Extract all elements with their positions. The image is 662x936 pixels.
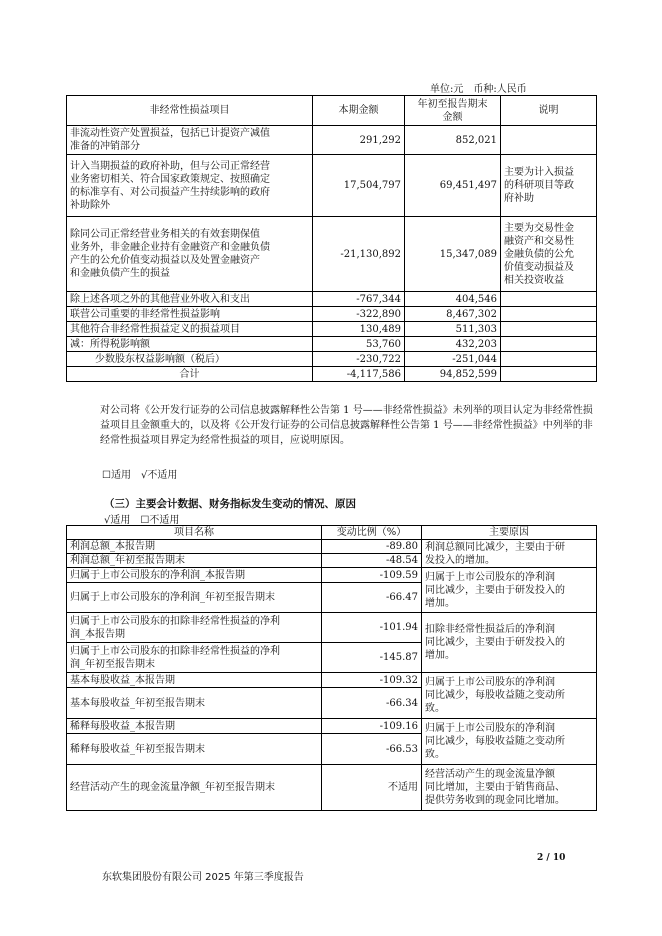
total-label: 合计: [67, 367, 313, 382]
note-cell: [501, 322, 597, 337]
ratio-cell: -66.34: [322, 688, 422, 719]
item-cell: 利润总额_本报告期: [67, 540, 322, 554]
page-number: 2 / 10: [537, 853, 566, 863]
ytd-cell: 15,347,089: [405, 217, 501, 292]
table-row: [67, 568, 597, 583]
report-footer: 东软集团股份有限公司 2025 年第三季度报告: [102, 872, 304, 883]
note-cell: [501, 307, 597, 322]
table-row: [67, 337, 597, 352]
item-cell: 其他符合非经常性损益定义的损益项目: [67, 322, 313, 337]
table-row: [67, 126, 597, 155]
header-change-ratio: 变动比例（%）: [322, 526, 422, 540]
table-row: [67, 352, 597, 367]
reason-cell: 归属于上市公司股东的净利润 同比减少，每股收益随之变动所 致。: [422, 719, 597, 765]
total-note: [501, 367, 597, 382]
table-row: [67, 673, 597, 688]
ytd-cell: 8,467,302: [405, 307, 501, 322]
change-reasons-table: [66, 525, 597, 811]
total-current: -4,117,586: [313, 367, 405, 382]
table-header-row: [67, 526, 597, 540]
note-cell: 主要为计入损益 的科研项目等政 府补助: [501, 155, 597, 217]
ratio-cell: -145.87: [322, 643, 422, 673]
reason-cell: 扣除非经常性损益后的净利润 同比减少，主要由于研发投入的 增加。: [422, 613, 597, 673]
header-current-period: 本期金额: [313, 96, 405, 126]
total-ytd: 94,852,599: [405, 367, 501, 382]
section-3-title: （三）主要会计数据、财务指标发生变动的情况、原因: [104, 498, 356, 510]
table-row: [67, 322, 597, 337]
item-cell: 归属于上市公司股东的净利润_年初至报告期末: [67, 583, 322, 613]
ratio-cell: -48.54: [322, 554, 422, 568]
item-cell: 归属于上市公司股东的扣除非经常性损益的净利 润_年初至报告期末: [67, 643, 322, 673]
ratio-cell: -89.80: [322, 540, 422, 554]
current-cell: 291,292: [313, 126, 405, 155]
non-recurring-gains-table: [66, 95, 597, 382]
header-item-name: 项目名称: [67, 526, 322, 540]
header-item: 非经常性损益项目: [67, 96, 313, 126]
explanation-paragraph: [100, 403, 596, 448]
item-cell: 减：所得税影响额: [67, 337, 313, 352]
ytd-cell: 432,203: [405, 337, 501, 352]
note-cell: 主要为交易性金 融资产和交易性 金融负债的公允 价值变动损益及 相关投资收益: [501, 217, 597, 292]
item-cell: 归属于上市公司股东的扣除非经常性损益的净利 润_本报告期: [67, 613, 322, 643]
current-cell: -230,722: [313, 352, 405, 367]
ratio-cell: -109.32: [322, 673, 422, 688]
item-cell: 稀释每股收益_本报告期: [67, 719, 322, 734]
note-cell: [501, 126, 597, 155]
item-cell: 非流动性资产处置损益，包括已计提资产减值 准备的冲销部分: [67, 126, 313, 155]
table-row: [67, 217, 597, 292]
table-row: [67, 719, 597, 734]
ratio-cell: -109.16: [322, 719, 422, 734]
unit-currency-label: 单位:元 币种:人民币: [430, 84, 527, 95]
table-row: [67, 292, 597, 307]
current-cell: -21,130,892: [313, 217, 405, 292]
reason-cell: 归属于上市公司股东的净利润 同比减少，主要由于研发投入的 增加。: [422, 568, 597, 613]
explanation-text: 对公司将《公开发行证券的公司信息披露解释性公告第 1 号——非经常性损益》未列举的项目认定为非经常性损益项目且金额重大的，以及将《公开发行证券的公司信息披露解释性公告第 1 号——非经常性损益》中列举的非经常性损益项目界定为经常性损益的项目，应说明原因。: [100, 405, 593, 446]
item-cell: 联营公司重要的非经常性损益影响: [67, 307, 313, 322]
table-row: [67, 765, 597, 811]
ytd-cell: -251,044: [405, 352, 501, 367]
item-cell: 计入当期损益的政府补助，但与公司正常经营 业务密切相关、符合国家政策规定、按照确定 的标准享有、对公司损益产生持续影响的政府 补助除外: [67, 155, 313, 217]
ytd-cell: 404,546: [405, 292, 501, 307]
item-cell: 稀释每股收益_年初至报告期末: [67, 734, 322, 765]
item-cell: 基本每股收益_本报告期: [67, 673, 322, 688]
current-cell: 53,760: [313, 337, 405, 352]
current-cell: -767,344: [313, 292, 405, 307]
current-cell: 17,504,797: [313, 155, 405, 217]
note-cell: [501, 352, 597, 367]
note-cell: [501, 337, 597, 352]
table-row: [67, 540, 597, 554]
table-row: [67, 155, 597, 217]
table-row: [67, 613, 597, 643]
note-cell: [501, 292, 597, 307]
header-main-reason: 主要原因: [422, 526, 597, 540]
item-cell: 少数股东权益影响额（税后）: [67, 352, 313, 367]
current-cell: -322,890: [313, 307, 405, 322]
item-cell: 除同公司正常经营业务相关的有效套期保值 业务外，非金融企业持有金融资产和金融负债 产生的公允价值变动损益以及处置金融资产 和金融负债产生的损益: [67, 217, 313, 292]
ytd-cell: 69,451,497: [405, 155, 501, 217]
table-header-row: [67, 96, 597, 126]
ratio-cell: -66.53: [322, 734, 422, 765]
ytd-cell: 852,021: [405, 126, 501, 155]
header-note: 说明: [501, 96, 597, 126]
applicability-indicator-1: ☐适用 √不适用: [102, 470, 178, 481]
ratio-cell: 不适用: [322, 765, 422, 811]
current-cell: 130,489: [313, 322, 405, 337]
item-cell: 基本每股收益_年初至报告期末: [67, 688, 322, 719]
reason-cell: 利润总额同比减少，主要由于研 发投入的增加。: [422, 540, 597, 568]
item-cell: 利润总额_年初至报告期末: [67, 554, 322, 568]
applicability-indicator-2: √适用 ☐不适用: [104, 515, 180, 526]
header-ytd: 年初至报告期末 金额: [405, 96, 501, 126]
item-cell: 除上述各项之外的其他营业外收入和支出: [67, 292, 313, 307]
item-cell: 归属于上市公司股东的净利润_本报告期: [67, 568, 322, 583]
item-cell: 经营活动产生的现金流量净额_年初至报告期末: [67, 765, 322, 811]
ratio-cell: -109.59: [322, 568, 422, 583]
table-row: [67, 307, 597, 322]
ratio-cell: -101.94: [322, 613, 422, 643]
ytd-cell: 511,303: [405, 322, 501, 337]
reason-cell: 归属于上市公司股东的净利润 同比减少，每股收益随之变动所 致。: [422, 673, 597, 719]
reason-cell: 经营活动产生的现金流量净额 同比增加，主要由于销售商品、 提供劳务收到的现金同比增加。: [422, 765, 597, 811]
total-row: [67, 367, 597, 382]
ratio-cell: -66.47: [322, 583, 422, 613]
